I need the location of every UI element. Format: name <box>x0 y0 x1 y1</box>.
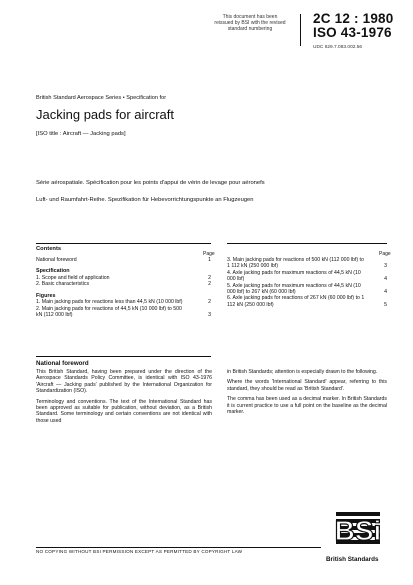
publisher-name: British Standards <box>326 556 379 563</box>
toc-page: 4 <box>384 289 387 296</box>
toc-page: 1 <box>208 257 211 263</box>
foreword-paragraph: Where the words 'International Standard' appear, referring to this standard, they should be read as 'British Standard'. <box>227 379 387 392</box>
toc-section-heading: Specification <box>36 268 70 275</box>
bsi-logo-icon <box>334 510 382 550</box>
footer-rule <box>36 547 321 548</box>
french-title: Série aérospatiale. Spécification pour les points d'appui de vérin de levage pour aéronefs <box>36 180 265 186</box>
foreword-paragraph: in British Standards; attention is especially drawn to the following. <box>227 369 378 375</box>
toc-entry[interactable] <box>36 281 211 287</box>
logo-lettering: BSi <box>334 515 382 546</box>
page-column-label: Page <box>379 251 391 257</box>
reissue-note-line: This document has been <box>222 14 278 20</box>
toc-page: 2 <box>208 281 211 288</box>
toc-entry[interactable] <box>36 306 211 319</box>
copyright-notice: NO COPYING WITHOUT BSI PERMISSION EXCEPT AS PERMITTED BY COPYRIGHT LAW <box>36 549 243 554</box>
toc-label: National foreword <box>36 257 77 263</box>
contents-right-column <box>227 257 387 308</box>
toc-page: 5 <box>384 301 387 308</box>
foreword-paragraph: This British Standard, having been prepared under the direction of the Aerospace Standards Policy Committee, is identical with ISO 43-1976 'Aircraft — Jacking pads' published by the International Organization for Standardization (ISO). <box>36 369 212 395</box>
foreword-paragraph: The comma has been used as a decimal marker. In British Standards it is current practice to use a full point on the baseline as the decimal marker. <box>227 396 387 416</box>
reissue-note-block <box>205 14 295 33</box>
standard-numbers <box>313 12 393 40</box>
reissue-note-line: reissued by BSI with the revised <box>214 20 286 27</box>
header-divider <box>300 14 301 46</box>
foreword-heading: National foreword <box>36 360 89 367</box>
page-column-label: Page <box>203 251 215 257</box>
foreword-rule <box>36 356 211 357</box>
contents-rule-right <box>227 243 387 244</box>
german-title: Luft- und Raumfahrt-Reihe. Spezifikation für Hebevorrichtungspunkte an Flugzeugen <box>36 197 254 203</box>
toc-entry[interactable] <box>227 270 387 283</box>
toc-page: 4 <box>384 276 387 283</box>
contents-left-column <box>36 257 211 319</box>
foreword-left-column <box>36 369 212 424</box>
toc-page: 2 <box>208 275 211 281</box>
document-title: Jacking pads for aircraft <box>36 107 175 122</box>
udc-code: UDC 629.7.083.002.56 <box>313 45 363 50</box>
toc-label: 1. Main jacking pads for reactions less than 44,5 kN (10 000 lbf) <box>36 299 183 306</box>
toc-entry[interactable] <box>36 257 211 263</box>
toc-label: 6. Axle jacking pads for reactions of 267 kN (60 000 lbf) to 1 112 kN (250 000 lbf) <box>227 295 365 308</box>
toc-label: 2. Main jacking pads for reactions of 44,5 kN (10 000 lbf) to 500 kN (112 000 lbf) <box>36 305 182 319</box>
toc-entry[interactable] <box>227 295 387 308</box>
toc-label: 2. Basic characteristics <box>36 281 90 288</box>
reissue-note-line: standard numbering <box>227 26 273 33</box>
toc-label: 3. Main jacking pads for reactions of 500 kN (112 000 lbf) to 1 112 kN (250 000 lbf) <box>227 257 364 270</box>
toc-section-heading: Figures <box>36 292 56 299</box>
toc-label: 4. Axle jacking pads for maximum reactions of 44,5 kN (10 000 lbf) <box>227 269 361 283</box>
toc-page: 2 <box>208 299 211 306</box>
series-line: British Standard Aerospace Series • Specification for <box>36 95 167 101</box>
bs-number: 2C 12 : 1980 <box>313 11 394 26</box>
iso-title: [ISO title : Aircraft — Jacking pads] <box>36 131 126 137</box>
toc-entry[interactable] <box>227 257 387 270</box>
foreword-right-column <box>227 369 387 415</box>
foreword-paragraph: Terminology and conventions. The text of the International Standard has been approved as suitable for publication, without deviation, as a British Standard. Some terminology and certain conventions are not identical with those used <box>36 398 212 424</box>
iso-number: ISO 43-1976 <box>313 25 392 40</box>
toc-page: 3 <box>208 312 211 319</box>
contents-heading: Contents <box>36 246 62 252</box>
toc-label: 5. Axle jacking pads for maximum reactions of 44,5 kN (10 000 lbf) to 267 kN (60 000 lbf) <box>227 282 361 296</box>
toc-page: 3 <box>384 263 387 270</box>
toc-label: 1. Scope and field of application <box>36 275 110 281</box>
toc-entry[interactable] <box>227 283 387 296</box>
contents-rule-left <box>36 243 211 244</box>
